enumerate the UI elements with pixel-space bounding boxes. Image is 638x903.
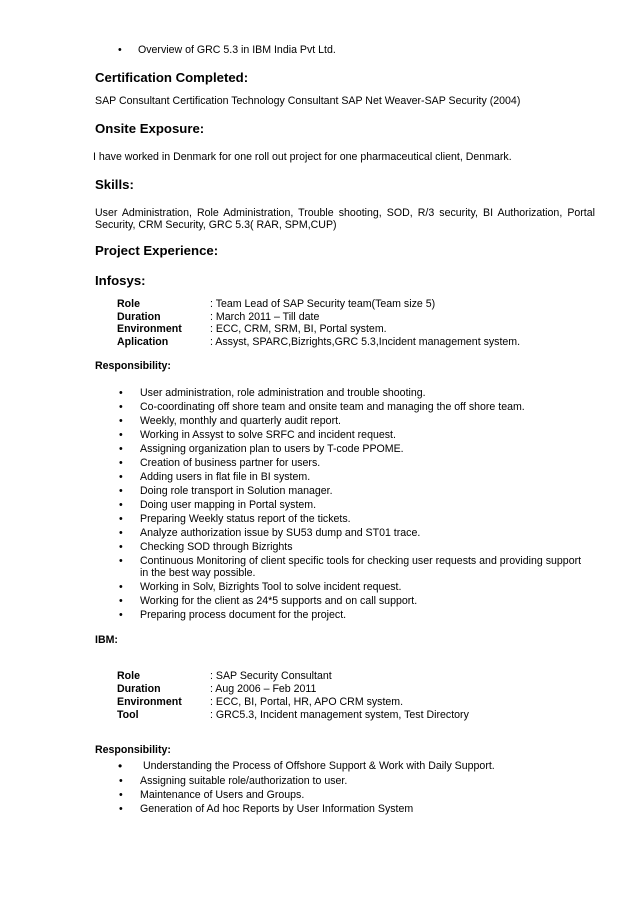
infosys-role-label: Role xyxy=(117,298,140,310)
bullet-marker: • xyxy=(119,775,123,787)
skills-heading: Skills: xyxy=(95,177,134,192)
ibm-tool-label: Tool xyxy=(117,709,139,721)
infosys-responsibility-item: Preparing Weekly status report of the tickets. xyxy=(140,513,351,525)
bullet-marker: • xyxy=(119,541,123,553)
ibm-tool-value: : GRC5.3, Incident management system, Test Directory xyxy=(210,709,469,721)
infosys-responsibility-item: Working in Assyst to solve SRFC and incident request. xyxy=(140,429,396,441)
infosys-heading: Infosys: xyxy=(95,273,146,288)
infosys-responsibility-item: Continuous Monitoring of client specific tools for checking user requests and providing support in the best way possible. xyxy=(140,555,582,579)
bullet-marker: • xyxy=(119,415,123,427)
infosys-responsibility-item: Weekly, monthly and quarterly audit report. xyxy=(140,415,341,427)
ibm-responsibility-heading: Responsibility: xyxy=(95,744,171,756)
infosys-responsibility-item: Analyze authorization issue by SU53 dump and ST01 trace. xyxy=(140,527,421,539)
grc-overview-item: Overview of GRC 5.3 in IBM India Pvt Ltd. xyxy=(138,44,336,56)
bullet-marker: • xyxy=(119,609,123,621)
bullet-marker: • xyxy=(119,471,123,483)
infosys-responsibility-heading: Responsibility: xyxy=(95,360,171,372)
certification-heading: Certification Completed: xyxy=(95,70,249,85)
ibm-role-value: : SAP Security Consultant xyxy=(210,670,332,682)
ibm-responsibility-item: Maintenance of Users and Groups. xyxy=(140,789,305,801)
bullet-marker: • xyxy=(118,759,123,773)
bullet-marker: • xyxy=(119,803,123,815)
infosys-responsibility-item: Working in Solv, Bizrights Tool to solve incident request. xyxy=(140,581,402,593)
onsite-text: I have worked in Denmark for one roll out project for one pharmaceutical client, Denmark. xyxy=(93,151,512,163)
bullet-marker: • xyxy=(119,527,123,539)
infosys-duration-value: : March 2011 – Till date xyxy=(210,311,320,323)
skills-text: User Administration, Role Administration, Trouble shooting, SOD, R/3 security, BI Authorization, Portal Security, CRM Security, GRC 5.3( RAR, SPM,CUP) xyxy=(95,207,595,231)
infosys-responsibility-item: User administration, role administration and trouble shooting. xyxy=(140,387,426,399)
project-experience-heading: Project Experience: xyxy=(95,243,219,258)
bullet-marker: • xyxy=(119,387,123,399)
infosys-environment-label: Environment xyxy=(117,323,182,335)
ibm-heading: IBM: xyxy=(95,634,118,646)
infosys-responsibility-item: Preparing process document for the project. xyxy=(140,609,347,621)
bullet-marker: • xyxy=(119,401,123,413)
ibm-environment-label: Environment xyxy=(117,696,182,708)
bullet-marker: • xyxy=(119,555,123,567)
bullet-marker: • xyxy=(119,499,123,511)
infosys-responsibility-item: Assigning organization plan to users by T-code PPOME. xyxy=(140,443,404,455)
bullet-marker: • xyxy=(119,429,123,441)
ibm-duration-label: Duration xyxy=(117,683,161,695)
infosys-responsibility-item: Creation of business partner for users. xyxy=(140,457,321,469)
certification-text: SAP Consultant Certification Technology Consultant SAP Net Weaver-SAP Security (2004) xyxy=(95,95,521,107)
infosys-duration-label: Duration xyxy=(117,311,161,323)
infosys-role-value: : Team Lead of SAP Security team(Team size 5) xyxy=(210,298,436,310)
bullet-marker: • xyxy=(118,44,122,56)
infosys-responsibility-item: Checking SOD through Bizrights xyxy=(140,541,293,553)
bullet-marker: • xyxy=(119,485,123,497)
ibm-role-label: Role xyxy=(117,670,140,682)
infosys-responsibility-item: Adding users in flat file in BI system. xyxy=(140,471,311,483)
infosys-application-value: : Assyst, SPARC,Bizrights,GRC 5.3,Incident management system. xyxy=(210,336,521,348)
infosys-responsibility-item: Co-coordinating off shore team and onsite team and managing the off shore team. xyxy=(140,401,525,413)
bullet-marker: • xyxy=(119,457,123,469)
bullet-marker: • xyxy=(119,595,123,607)
infosys-responsibility-item: Doing user mapping in Portal system. xyxy=(140,499,317,511)
infosys-environment-value: : ECC, CRM, SRM, BI, Portal system. xyxy=(210,323,387,335)
bullet-marker: • xyxy=(119,581,123,593)
infosys-responsibility-item: Doing role transport in Solution manager. xyxy=(140,485,333,497)
ibm-responsibility-item: Assigning suitable role/authorization to user. xyxy=(140,775,348,787)
onsite-heading: Onsite Exposure: xyxy=(95,121,205,136)
ibm-duration-value: : Aug 2006 – Feb 2011 xyxy=(210,683,317,695)
bullet-marker: • xyxy=(119,513,123,525)
bullet-marker: • xyxy=(119,789,123,801)
ibm-responsibility-item: Generation of Ad hoc Reports by User Information System xyxy=(140,803,414,815)
infosys-responsibility-item: Working for the client as 24*5 supports and on call support. xyxy=(140,595,418,607)
ibm-responsibility-item: Understanding the Process of Offshore Support & Work with Daily Support. xyxy=(143,760,495,772)
infosys-application-label: Aplication xyxy=(117,336,169,348)
ibm-environment-value: : ECC, BI, Portal, HR, APO CRM system. xyxy=(210,696,404,708)
bullet-marker: • xyxy=(119,443,123,455)
